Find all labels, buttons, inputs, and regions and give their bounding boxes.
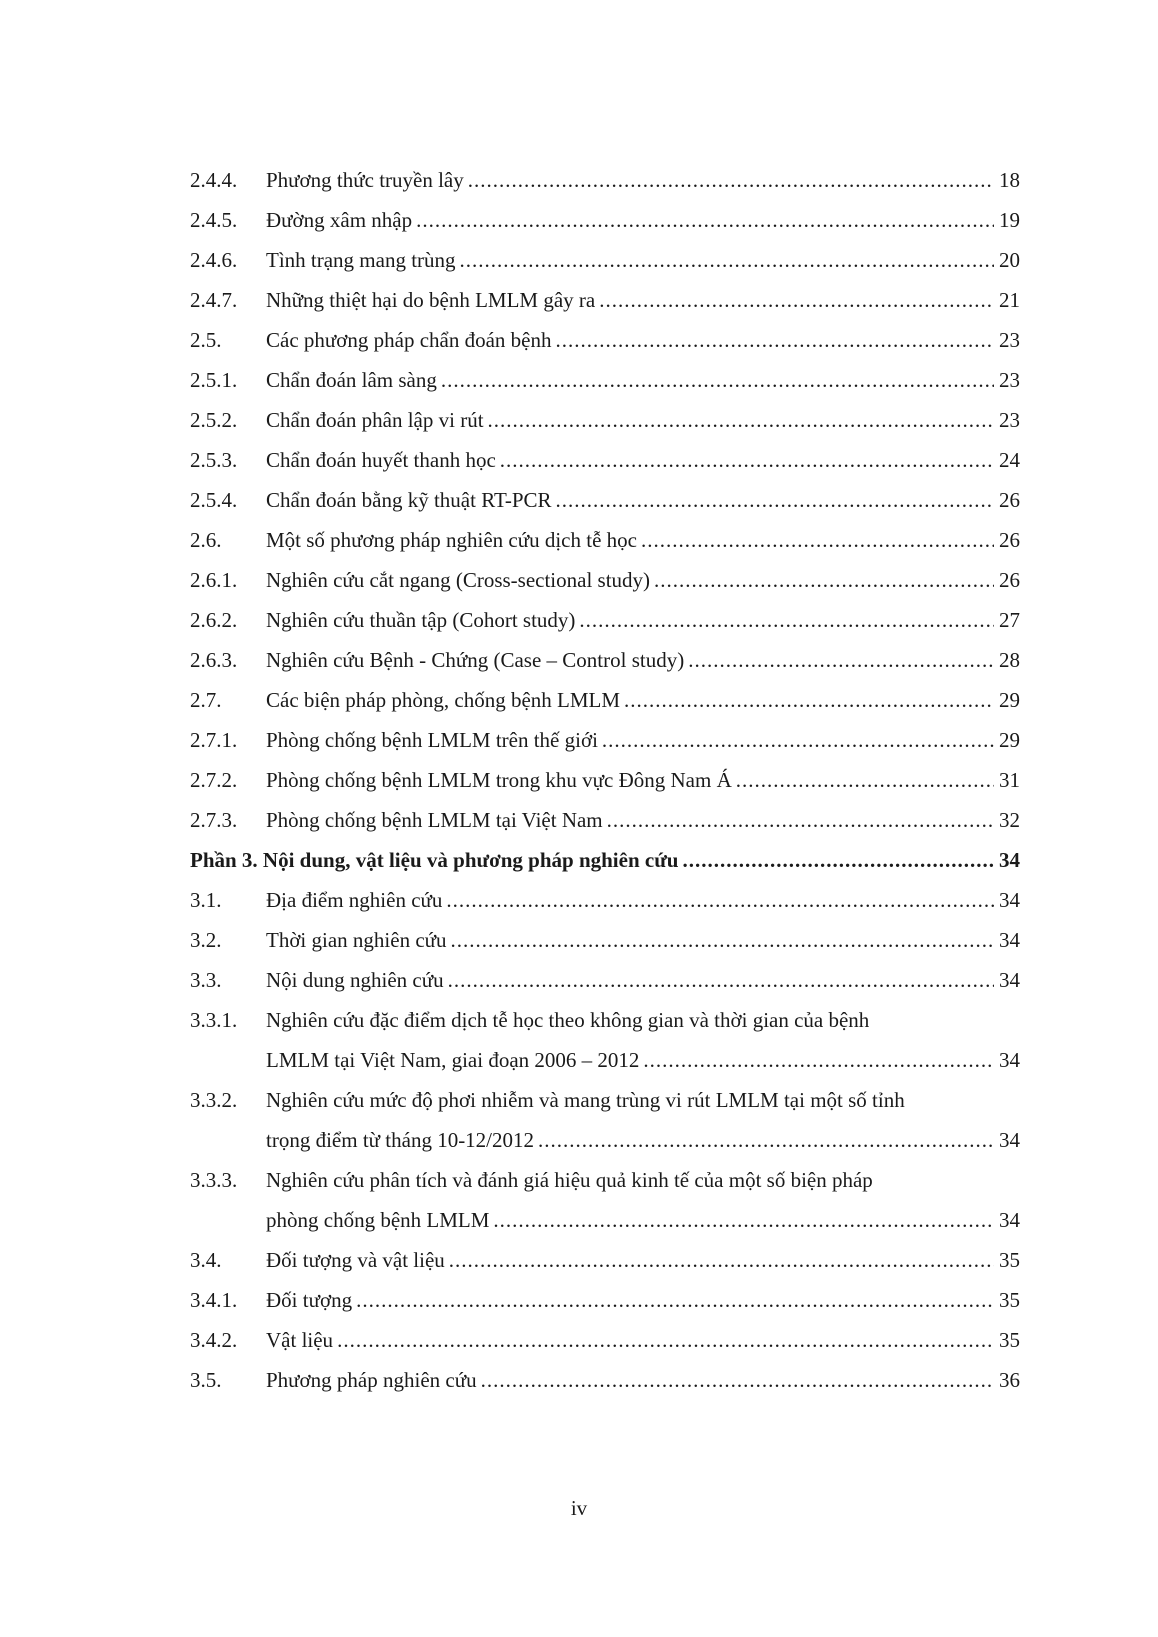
toc-entry-page: 35 <box>999 1248 1020 1272</box>
toc-entry-title: Phương pháp nghiên cứu <box>266 1368 477 1392</box>
toc-entry-page: 27 <box>999 608 1020 632</box>
toc-entry-3-4-1[interactable] <box>190 1280 1020 1320</box>
toc-entry-title-line1: Nghiên cứu mức độ phơi nhiễm và mang trùng vi rút LMLM tại một số tỉnh <box>266 1088 905 1112</box>
toc-entry-number: 2.5.2. <box>190 408 238 432</box>
toc-entry-title: Chẩn đoán huyết thanh học <box>266 448 496 472</box>
toc-entry-title: Đường xâm nhập <box>266 208 413 232</box>
toc-entry-number: 3.3.1. <box>190 1008 238 1032</box>
toc-entry-title: Các phương pháp chẩn đoán bệnh <box>266 328 552 352</box>
toc-entry-page: 34 <box>999 1128 1020 1152</box>
toc-entry-title-line1: Nghiên cứu phân tích và đánh giá hiệu quả kinh tế của một số biện pháp <box>266 1168 873 1192</box>
toc-entry-number: 3.4.2. <box>190 1328 238 1352</box>
toc-entry-title: Nghiên cứu thuần tập (Cohort study) <box>266 608 576 632</box>
toc-entry-title: Nghiên cứu cắt ngang (Cross-sectional study) <box>266 568 651 592</box>
toc-entry-number: 3.1. <box>190 888 222 912</box>
toc-entry-page: 35 <box>999 1288 1020 1312</box>
toc-entry-page: 23 <box>999 408 1020 432</box>
toc-entry-page: 34 <box>999 1208 1020 1232</box>
toc-entry-number: 2.6.2. <box>190 608 238 632</box>
toc-entry-page: 34 <box>999 888 1020 912</box>
dot-leader <box>683 840 995 880</box>
dot-leader <box>493 1200 994 1240</box>
toc-entry-number: 3.4. <box>190 1248 222 1272</box>
dot-leader <box>736 760 994 800</box>
dot-leader <box>500 440 994 480</box>
toc-entry-number: 2.7.2. <box>190 768 238 792</box>
toc-entry-3-3[interactable] <box>190 960 1020 1000</box>
toc-entry-3-4[interactable] <box>190 1240 1020 1280</box>
toc-entry-2-6[interactable] <box>190 520 1020 560</box>
toc-entry-title: Phòng chống bệnh LMLM trong khu vực Đông Nam Á <box>266 768 732 792</box>
toc-entry-2-4-6[interactable] <box>190 240 1020 280</box>
toc-entry-number: 2.5.1. <box>190 368 238 392</box>
toc-entry-number: 2.4.4. <box>190 168 238 192</box>
toc-entry-title: Thời gian nghiên cứu <box>266 928 447 952</box>
toc-entry-title: Nghiên cứu Bệnh - Chứng (Case – Control study) <box>266 648 685 672</box>
toc-entry-number: 2.7. <box>190 688 222 712</box>
dot-leader <box>538 1120 994 1160</box>
toc-entry-title: Vật liệu <box>266 1328 334 1352</box>
toc-entry-number: 2.6.1. <box>190 568 238 592</box>
toc-entry-number: 3.5. <box>190 1368 222 1392</box>
toc-entry-page: 24 <box>999 448 1020 472</box>
toc-entry-page: 35 <box>999 1328 1020 1352</box>
toc-entry-page: 23 <box>999 368 1020 392</box>
toc-entry-2-5-2[interactable] <box>190 400 1020 440</box>
toc-entry-3-2[interactable] <box>190 920 1020 960</box>
toc-entry-2-6-3[interactable] <box>190 640 1020 680</box>
toc-entry-title-line2: phòng chống bệnh LMLM <box>266 1208 490 1232</box>
toc-entry-page: 34 <box>999 1048 1020 1072</box>
toc-entry-3-3-3[interactable] <box>190 1160 1020 1240</box>
dot-leader <box>441 360 994 400</box>
toc-entry-page: 32 <box>999 808 1020 832</box>
toc-entry-2-7-1[interactable] <box>190 720 1020 760</box>
toc-entry-number: 3.2. <box>190 928 222 952</box>
toc-entry-number: 2.7.3. <box>190 808 238 832</box>
toc-entry-page: 28 <box>999 648 1020 672</box>
dot-leader <box>481 1360 994 1400</box>
toc-entry-2-6-2[interactable] <box>190 600 1020 640</box>
dot-leader <box>488 400 994 440</box>
toc-entry-3-3-1[interactable] <box>190 1000 1020 1080</box>
toc-entry-3-3-2[interactable] <box>190 1080 1020 1160</box>
dot-leader <box>654 560 994 600</box>
page-number: iv <box>570 1496 588 1520</box>
dot-leader <box>460 240 994 280</box>
toc-entry-2-7-3[interactable] <box>190 800 1020 840</box>
toc-entry-2-6-1[interactable] <box>190 560 1020 600</box>
toc-entry-page: 19 <box>999 208 1020 232</box>
toc-entry-title: Chẩn đoán phân lập vi rút <box>266 408 484 432</box>
toc-entry-page: 31 <box>999 768 1020 792</box>
toc-entry-3-1[interactable] <box>190 880 1020 920</box>
toc-entry-2-7[interactable] <box>190 680 1020 720</box>
toc-entry-3-4-2[interactable] <box>190 1320 1020 1360</box>
toc-entry-title-line2: LMLM tại Việt Nam, giai đoạn 2006 – 2012 <box>266 1048 640 1072</box>
toc-part-title: Phần 3. Nội dung, vật liệu và phương pháp nghiên cứu <box>190 848 679 872</box>
dot-leader <box>451 920 994 960</box>
dot-leader <box>602 720 994 760</box>
toc-entry-number: 2.4.5. <box>190 208 238 232</box>
toc-entry-page: 26 <box>999 488 1020 512</box>
toc-entry-2-4-4[interactable] <box>190 160 1020 200</box>
toc-entry-page: 18 <box>999 168 1020 192</box>
toc-entry-number: 2.6. <box>190 528 222 552</box>
toc-entry-page: 26 <box>999 528 1020 552</box>
dot-leader <box>446 880 994 920</box>
dot-leader <box>356 1280 994 1320</box>
toc-entry-2-5[interactable] <box>190 320 1020 360</box>
toc-entry-title: Chẩn đoán lâm sàng <box>266 368 437 392</box>
toc-entry-page: 29 <box>999 688 1020 712</box>
table-of-contents <box>190 160 1020 1400</box>
toc-entry-page: 21 <box>999 288 1020 312</box>
toc-entry-title: Địa điểm nghiên cứu <box>266 888 443 912</box>
toc-entry-page: 34 <box>999 968 1020 992</box>
toc-entry-number: 3.3. <box>190 968 222 992</box>
toc-part-3[interactable] <box>190 840 1020 880</box>
toc-entry-page: 29 <box>999 728 1020 752</box>
dot-leader <box>688 640 994 680</box>
toc-entry-title: Đối tượng và vật liệu <box>266 1248 445 1272</box>
toc-entry-page: 20 <box>999 248 1020 272</box>
toc-entry-number: 3.3.2. <box>190 1088 238 1112</box>
toc-entry-page: 34 <box>999 928 1020 952</box>
toc-entry-number: 2.6.3. <box>190 648 238 672</box>
toc-entry-title: Đối tượng <box>266 1288 353 1312</box>
toc-part-page: 34 <box>999 848 1020 872</box>
dot-leader <box>607 800 994 840</box>
dot-leader <box>556 320 995 360</box>
toc-entry-2-5-1[interactable] <box>190 360 1020 400</box>
toc-entry-title: Chẩn đoán bằng kỹ thuật RT-PCR <box>266 488 552 512</box>
toc-entry-title: Một số phương pháp nghiên cứu dịch tễ học <box>266 528 637 552</box>
toc-entry-number: 2.7.1. <box>190 728 238 752</box>
toc-entry-title: Phương thức truyền lây <box>266 168 464 192</box>
toc-entry-title-line1: Nghiên cứu đặc điểm dịch tễ học theo không gian và thời gian của bệnh <box>266 1008 870 1032</box>
toc-entry-3-5[interactable] <box>190 1360 1020 1400</box>
toc-entry-2-4-5[interactable] <box>190 200 1020 240</box>
dot-leader <box>448 960 994 1000</box>
toc-entry-number: 2.5. <box>190 328 222 352</box>
toc-entry-2-5-4[interactable] <box>190 480 1020 520</box>
toc-entry-number: 3.3.3. <box>190 1168 238 1192</box>
toc-entry-2-4-7[interactable] <box>190 280 1020 320</box>
toc-entry-number: 2.5.4. <box>190 488 238 512</box>
toc-entry-number: 2.4.7. <box>190 288 238 312</box>
toc-entry-page: 26 <box>999 568 1020 592</box>
toc-entry-title: Phòng chống bệnh LMLM trên thế giới <box>266 728 598 752</box>
toc-entry-title-line2: trọng điểm từ tháng 10-12/2012 <box>266 1128 535 1152</box>
dot-leader <box>416 200 994 240</box>
toc-entry-number: 2.4.6. <box>190 248 238 272</box>
toc-entry-2-7-2[interactable] <box>190 760 1020 800</box>
dot-leader <box>468 160 994 200</box>
toc-entry-title: Nội dung nghiên cứu <box>266 968 444 992</box>
dot-leader <box>624 680 994 720</box>
toc-entry-title: Các biện pháp phòng, chống bệnh LMLM <box>266 688 621 712</box>
dot-leader <box>556 480 994 520</box>
dot-leader <box>641 520 994 560</box>
toc-entry-number: 2.5.3. <box>190 448 238 472</box>
dot-leader <box>643 1040 994 1080</box>
dot-leader <box>449 1240 994 1280</box>
toc-entry-page: 36 <box>999 1368 1020 1392</box>
toc-entry-page: 23 <box>999 328 1020 352</box>
toc-entry-number: 3.4.1. <box>190 1288 238 1312</box>
toc-entry-title: Tình trạng mang trùng <box>266 248 456 272</box>
dot-leader <box>579 600 994 640</box>
toc-entry-2-5-3[interactable] <box>190 440 1020 480</box>
dot-leader <box>599 280 994 320</box>
dot-leader <box>337 1320 994 1360</box>
toc-entry-title: Phòng chống bệnh LMLM tại Việt Nam <box>266 808 603 832</box>
toc-entry-title: Những thiệt hại do bệnh LMLM gây ra <box>266 288 596 312</box>
